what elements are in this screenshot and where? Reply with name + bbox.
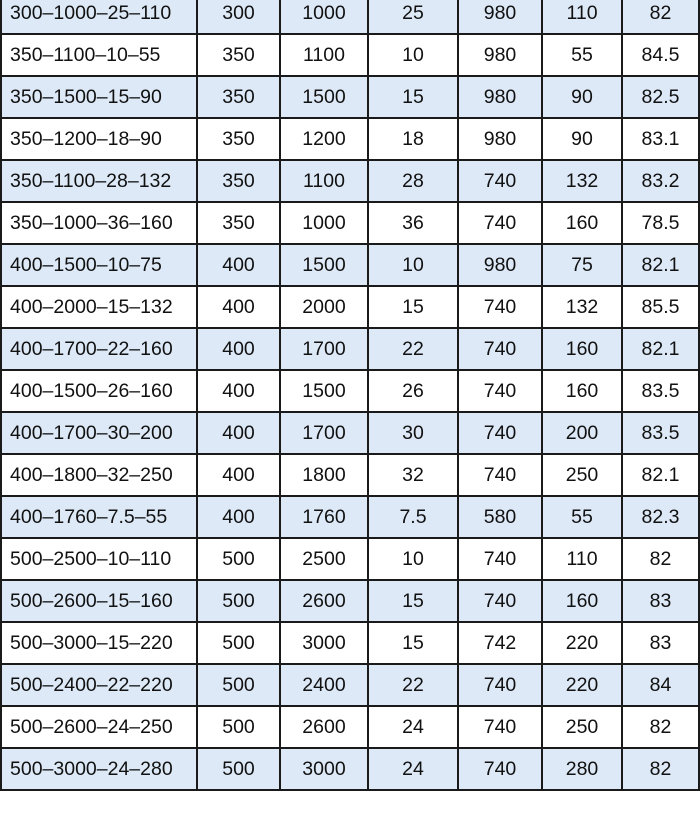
- value-cell: 500: [197, 664, 280, 706]
- table-row: [1, 244, 699, 286]
- value-cell: 350: [197, 34, 280, 76]
- value-cell: 2600: [280, 706, 368, 748]
- model-cell: 350–1100–28–132: [1, 160, 197, 202]
- model-cell: 400–1800–32–250: [1, 454, 197, 496]
- value-cell: 24: [368, 748, 458, 790]
- value-cell: 350: [197, 160, 280, 202]
- value-cell: 22: [368, 328, 458, 370]
- value-cell: 83.2: [622, 160, 699, 202]
- model-cell: 500–2600–15–160: [1, 580, 197, 622]
- value-cell: 1500: [280, 370, 368, 412]
- value-cell: 740: [458, 412, 542, 454]
- value-cell: 24: [368, 706, 458, 748]
- value-cell: 400: [197, 244, 280, 286]
- value-cell: 82: [622, 0, 699, 34]
- value-cell: 500: [197, 538, 280, 580]
- model-cell: 350–1200–18–90: [1, 118, 197, 160]
- table-row: [1, 328, 699, 370]
- value-cell: 84.5: [622, 34, 699, 76]
- value-cell: 28: [368, 160, 458, 202]
- value-cell: 32: [368, 454, 458, 496]
- value-cell: 84: [622, 664, 699, 706]
- value-cell: 83.5: [622, 412, 699, 454]
- value-cell: 980: [458, 34, 542, 76]
- value-cell: 1000: [280, 0, 368, 34]
- model-cell: 300–1000–25–110: [1, 0, 197, 34]
- value-cell: 83: [622, 622, 699, 664]
- table-row: [1, 538, 699, 580]
- model-cell: 400–1500–10–75: [1, 244, 197, 286]
- value-cell: 740: [458, 286, 542, 328]
- value-cell: 30: [368, 412, 458, 454]
- value-cell: 110: [542, 538, 622, 580]
- model-cell: 350–1500–15–90: [1, 76, 197, 118]
- value-cell: 280: [542, 748, 622, 790]
- value-cell: 82.1: [622, 328, 699, 370]
- model-cell: 400–1760–7.5–55: [1, 496, 197, 538]
- value-cell: 742: [458, 622, 542, 664]
- value-cell: 1500: [280, 76, 368, 118]
- table-row: [1, 412, 699, 454]
- value-cell: 400: [197, 454, 280, 496]
- model-cell: 350–1100–10–55: [1, 34, 197, 76]
- value-cell: 15: [368, 76, 458, 118]
- value-cell: 7.5: [368, 496, 458, 538]
- table-row: [1, 0, 699, 34]
- value-cell: 350: [197, 202, 280, 244]
- value-cell: 3000: [280, 748, 368, 790]
- value-cell: 400: [197, 328, 280, 370]
- value-cell: 500: [197, 622, 280, 664]
- value-cell: 1700: [280, 328, 368, 370]
- value-cell: 740: [458, 748, 542, 790]
- value-cell: 2600: [280, 580, 368, 622]
- model-cell: 500–2400–22–220: [1, 664, 197, 706]
- value-cell: 160: [542, 202, 622, 244]
- value-cell: 250: [542, 454, 622, 496]
- table-row: [1, 580, 699, 622]
- value-cell: 740: [458, 706, 542, 748]
- value-cell: 2400: [280, 664, 368, 706]
- value-cell: 25: [368, 0, 458, 34]
- table-row: [1, 76, 699, 118]
- model-cell: 400–1700–30–200: [1, 412, 197, 454]
- table-row: [1, 286, 699, 328]
- value-cell: 740: [458, 160, 542, 202]
- value-cell: 83: [622, 580, 699, 622]
- value-cell: 740: [458, 202, 542, 244]
- value-cell: 400: [197, 412, 280, 454]
- value-cell: 55: [542, 496, 622, 538]
- value-cell: 15: [368, 580, 458, 622]
- value-cell: 82: [622, 748, 699, 790]
- table-row: [1, 622, 699, 664]
- value-cell: 1700: [280, 412, 368, 454]
- value-cell: 500: [197, 706, 280, 748]
- value-cell: 82.1: [622, 244, 699, 286]
- value-cell: 740: [458, 370, 542, 412]
- model-cell: 500–2600–24–250: [1, 706, 197, 748]
- value-cell: 90: [542, 76, 622, 118]
- table-row: [1, 748, 699, 790]
- value-cell: 160: [542, 580, 622, 622]
- value-cell: 83.5: [622, 370, 699, 412]
- model-cell: 400–2000–15–132: [1, 286, 197, 328]
- spec-table-body: [1, 0, 699, 790]
- value-cell: 740: [458, 328, 542, 370]
- value-cell: 740: [458, 664, 542, 706]
- value-cell: 740: [458, 538, 542, 580]
- value-cell: 82.1: [622, 454, 699, 496]
- model-cell: 400–1700–22–160: [1, 328, 197, 370]
- value-cell: 10: [368, 244, 458, 286]
- value-cell: 82.3: [622, 496, 699, 538]
- value-cell: 1500: [280, 244, 368, 286]
- value-cell: 1760: [280, 496, 368, 538]
- value-cell: 3000: [280, 622, 368, 664]
- value-cell: 220: [542, 622, 622, 664]
- value-cell: 980: [458, 0, 542, 34]
- value-cell: 132: [542, 286, 622, 328]
- table-row: [1, 706, 699, 748]
- table-row: [1, 454, 699, 496]
- model-cell: 500–2500–10–110: [1, 538, 197, 580]
- value-cell: 10: [368, 34, 458, 76]
- value-cell: 980: [458, 118, 542, 160]
- value-cell: 1100: [280, 34, 368, 76]
- value-cell: 75: [542, 244, 622, 286]
- value-cell: 1800: [280, 454, 368, 496]
- model-cell: 500–3000–24–280: [1, 748, 197, 790]
- value-cell: 22: [368, 664, 458, 706]
- value-cell: 500: [197, 580, 280, 622]
- value-cell: 2000: [280, 286, 368, 328]
- table-row: [1, 664, 699, 706]
- table-row: [1, 160, 699, 202]
- value-cell: 15: [368, 286, 458, 328]
- table-row: [1, 370, 699, 412]
- value-cell: 250: [542, 706, 622, 748]
- model-cell: 400–1500–26–160: [1, 370, 197, 412]
- model-cell: 500–3000–15–220: [1, 622, 197, 664]
- value-cell: 132: [542, 160, 622, 202]
- value-cell: 18: [368, 118, 458, 160]
- value-cell: 110: [542, 0, 622, 34]
- value-cell: 1200: [280, 118, 368, 160]
- value-cell: 400: [197, 496, 280, 538]
- value-cell: 740: [458, 454, 542, 496]
- value-cell: 82.5: [622, 76, 699, 118]
- value-cell: 78.5: [622, 202, 699, 244]
- value-cell: 2500: [280, 538, 368, 580]
- value-cell: 36: [368, 202, 458, 244]
- value-cell: 980: [458, 76, 542, 118]
- table-row: [1, 202, 699, 244]
- value-cell: 400: [197, 370, 280, 412]
- value-cell: 300: [197, 0, 280, 34]
- value-cell: 83.1: [622, 118, 699, 160]
- value-cell: 85.5: [622, 286, 699, 328]
- value-cell: 980: [458, 244, 542, 286]
- table-row: [1, 496, 699, 538]
- value-cell: 400: [197, 286, 280, 328]
- table-row: [1, 34, 699, 76]
- value-cell: 220: [542, 664, 622, 706]
- value-cell: 500: [197, 748, 280, 790]
- value-cell: 160: [542, 370, 622, 412]
- value-cell: 82: [622, 706, 699, 748]
- value-cell: 1100: [280, 160, 368, 202]
- value-cell: 580: [458, 496, 542, 538]
- value-cell: 10: [368, 538, 458, 580]
- value-cell: 160: [542, 328, 622, 370]
- value-cell: 1000: [280, 202, 368, 244]
- value-cell: 200: [542, 412, 622, 454]
- value-cell: 55: [542, 34, 622, 76]
- table-row: [1, 118, 699, 160]
- value-cell: 15: [368, 622, 458, 664]
- value-cell: 26: [368, 370, 458, 412]
- value-cell: 350: [197, 118, 280, 160]
- value-cell: 350: [197, 76, 280, 118]
- value-cell: 90: [542, 118, 622, 160]
- model-cell: 350–1000–36–160: [1, 202, 197, 244]
- value-cell: 82: [622, 538, 699, 580]
- value-cell: 740: [458, 580, 542, 622]
